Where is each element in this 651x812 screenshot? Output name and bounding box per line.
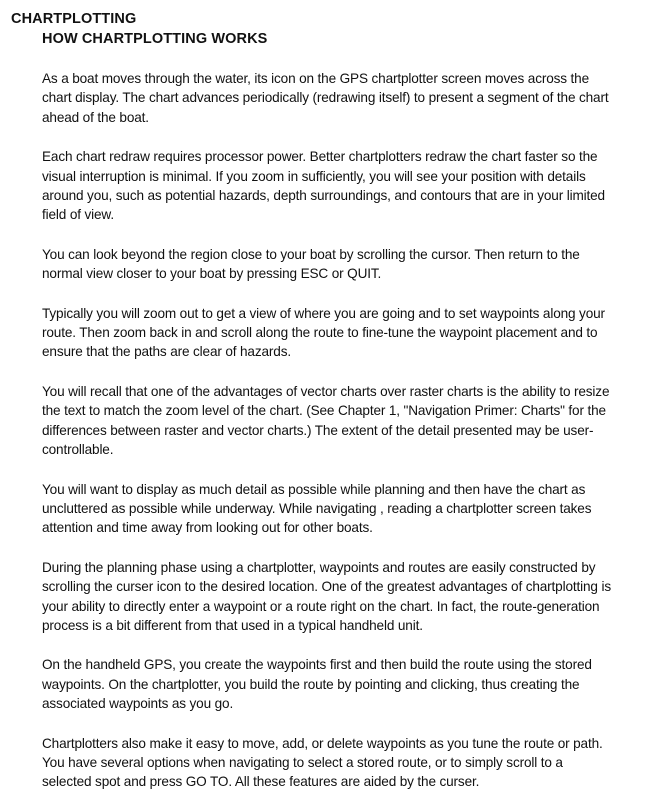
paragraph: During the planning phase using a chartplotter, waypoints and routes are easily constructed by scrolling the curser icon to the desired location. One of the greatest advantages of chartplotting is your ability to directly enter a waypoint or a route right on the chart. In fact, the route-generation process is a bit different from that used in a typical handheld unit.: [42, 559, 611, 633]
paragraph: You will recall that one of the advantages of vector charts over raster charts is the ability to resize the text to match the zoom level of the chart. (See Chapter 1, "Navigation Primer: Charts" for the differences between raster and vector charts.) The extent of the detail presented may be user-controllable.: [42, 383, 610, 458]
paragraph: You will want to display as much detail as possible while planning and then have the chart as uncluttered as possible while underway. While navigating , reading a chartplotter screen takes attention and time away from looking out for other boats.: [42, 481, 592, 536]
document-title: CHARTPLOTTING: [11, 11, 137, 27]
document-body: [42, 69, 614, 812]
paragraph: On the handheld GPS, you create the waypoints first and then build the route using the stored waypoints. On the chartplotter, you build the route by pointing and clicking, thus creating the associated waypoints as you go.: [42, 657, 592, 712]
paragraph: You can look beyond the region close to your boat by scrolling the cursor. Then return to the normal view closer to your boat by pressing ESC or QUIT.: [42, 246, 580, 282]
paragraph: Typically you will zoom out to get a view of where you are going and to set waypoints along your route. Then zoom back in and scroll along the route to fine-tune the waypoint placement and to ensure that the paths are clear of hazards.: [42, 305, 605, 360]
paragraph: As a boat moves through the water, its icon on the GPS chartplotter screen moves across the chart display. The chart advances periodically (redrawing itself) to present a segment of the chart ahead of the boat.: [42, 71, 609, 125]
paragraph: Each chart redraw requires processor power. Better chartplotters redraw the chart faster so the visual interruption is minimal. If you zoom in sufficiently, you will see your position with details around you, such as potential hazards, depth surroundings, and contours that are in your limited field of view.: [42, 149, 605, 223]
section-heading: HOW CHARTPLOTTING WORKS: [42, 31, 268, 47]
paragraph: Chartplotters also make it easy to move, add, or delete waypoints as you tune the route or path. You have several options when navigating to select a stored route, or to simply scroll to a selected spot and press GO TO. All these features are aided by the curser.: [42, 735, 603, 790]
